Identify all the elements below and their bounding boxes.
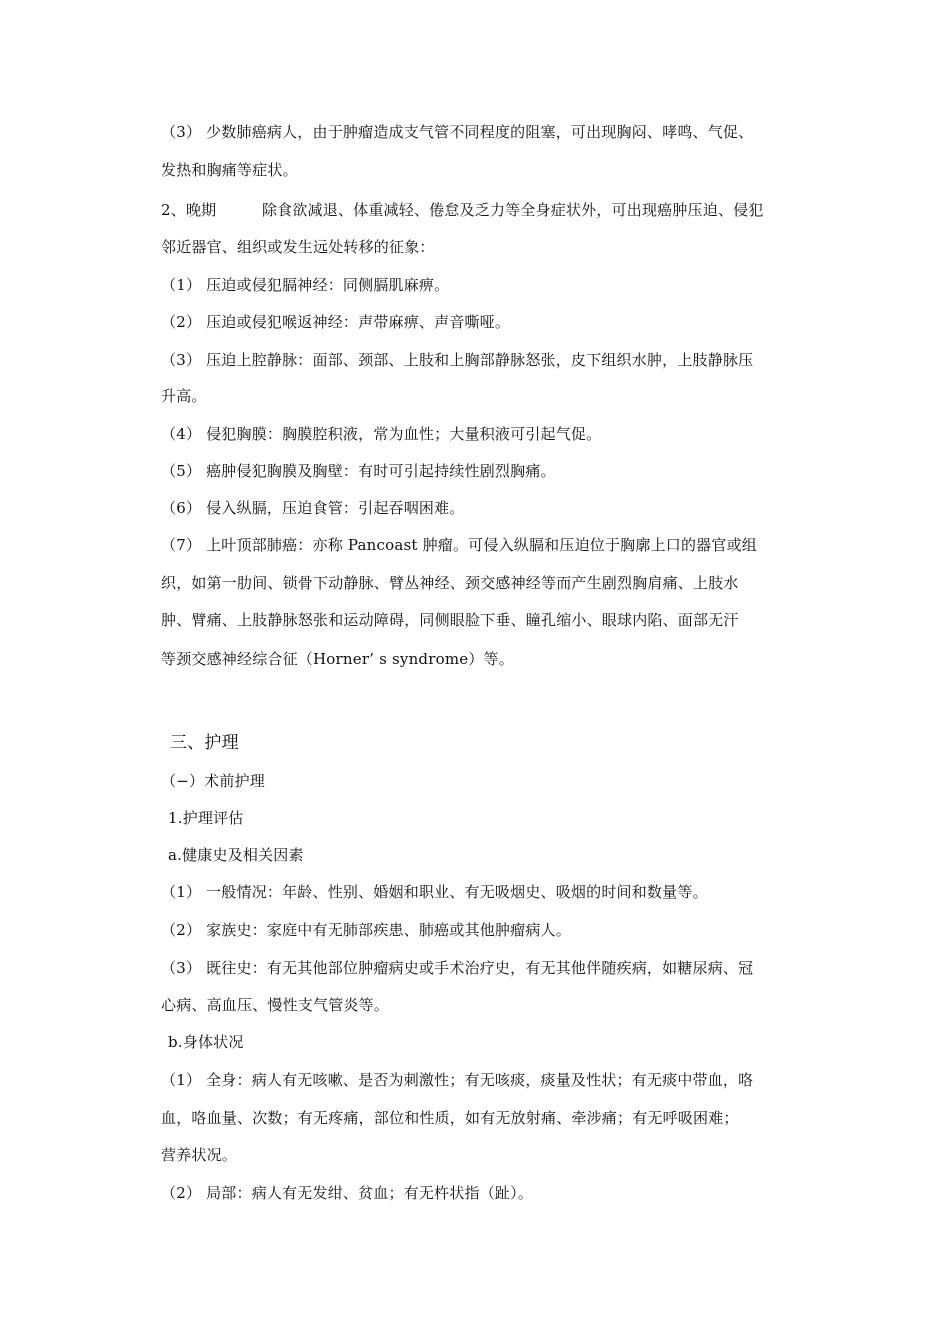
paragraph-line: （2） 家族史：家庭中有无肺部疾患、肺癌或其他肿瘤病人。 xyxy=(161,921,571,939)
paragraph-line: （3） 压迫上腔静脉：面部、颈部、上肢和上胸部静脉怒张，皮下组织水肿，上肢静脉压 xyxy=(161,351,754,369)
paragraph-line: 肿、臂痛、上肢静脉怒张和运动障碍，同侧眼脸下垂、瞳孔缩小、眼球内陷、面部无汗 xyxy=(161,611,739,629)
subsection-heading: b.身体状况 xyxy=(168,1033,244,1051)
subsection-heading: （−）术前护理 xyxy=(161,772,265,790)
paragraph-line: （1） 一般情况：年龄、性别、婚姻和职业、有无吸烟史、吸烟的时间和数量等。 xyxy=(161,883,708,901)
paragraph-line: 血，咯血量、次数；有无疼痛，部位和性质，如有无放射痛、牵涉痛；有无呼吸困难； xyxy=(161,1109,739,1127)
paragraph-line: （6） 侵入纵膈，压迫食管：引起吞咽困难。 xyxy=(161,499,465,517)
paragraph-line: （3） 既往史：有无其他部位肿瘤病史或手术治疗史，有无其他伴随疾病，如糖尿病、冠 xyxy=(161,959,754,977)
paragraph-line: 织，如第一肋间、锁骨下动静脉、臂丛神经、颈交感神经等而产生剧烈胸肩痛、上肢水 xyxy=(161,574,739,592)
paragraph-line: （2） 压迫或侵犯喉返神经：声带麻痹、声音嘶哑。 xyxy=(161,313,511,331)
paragraph-line: （3） 少数肺癌病人，由于肿瘤造成支气管不同程度的阻塞，可出现胸闷、哮鸣、气促、 xyxy=(161,123,754,141)
paragraph-line: （1） 全身：病人有无咳嗽、是否为刺激性；有无咳痰，痰量及性状；有无痰中带血，咯 xyxy=(161,1071,754,1089)
paragraph-line: （7） 上叶顶部肺癌：亦称 Pancoast 肿瘤。可侵入纵膈和压迫位于胸廓上口的器官或组 xyxy=(161,536,757,554)
paragraph-line: 2、晚期 除食欲减退、体重减轻、倦怠及乏力等全身症状外，可出现癌肿压迫、侵犯 xyxy=(161,201,764,219)
paragraph-line: 营养状况。 xyxy=(161,1146,238,1164)
paragraph-line: （1） 压迫或侵犯膈神经：同侧膈肌麻痹。 xyxy=(161,276,450,294)
paragraph-line: 升高。 xyxy=(161,387,207,405)
section-heading: 三、护理 xyxy=(170,733,239,753)
paragraph-line: 邻近器官、组织或发生远处转移的征象： xyxy=(161,238,435,256)
paragraph-line: （2） 局部：病人有无发绀、贫血；有无杵状指（趾）。 xyxy=(161,1184,534,1202)
paragraph-line: （4） 侵犯胸膜：胸膜腔积液，常为血性；大量积液可引起气促。 xyxy=(161,425,602,443)
subsection-heading: a.健康史及相关因素 xyxy=(168,846,304,864)
paragraph-line: 发热和胸痛等症状。 xyxy=(161,161,298,179)
subsection-heading: 1.护理评估 xyxy=(168,809,244,827)
paragraph-line: 等颈交感神经综合征（Horner’ s syndrome）等。 xyxy=(161,650,514,668)
paragraph-line: 心病、高血压、慢性支气管炎等。 xyxy=(161,996,390,1014)
paragraph-line: （5） 癌肿侵犯胸膜及胸壁：有时可引起持续性剧烈胸痛。 xyxy=(161,462,556,480)
